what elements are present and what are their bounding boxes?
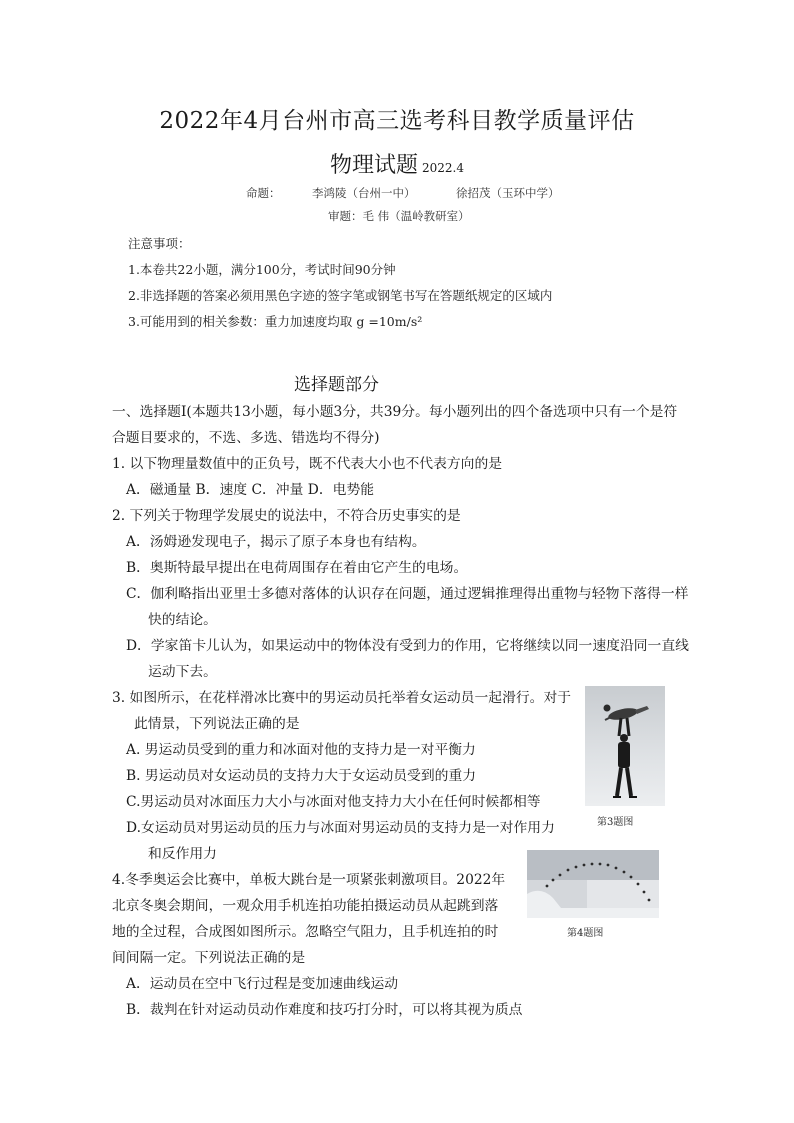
q3-option-d-line2: 和反作用力 (148, 846, 217, 862)
q3-skating-photo (585, 686, 665, 806)
q3-option-b: B. 男运动员对女运动员的支持力大于女运动员受到的重力 (126, 768, 477, 784)
q1-options: A．磁通量 B．速度 C．冲量 D．电势能 (126, 482, 375, 498)
q4-big-air-photo (527, 850, 659, 918)
q3-figure-caption: 第3题图 (597, 817, 634, 828)
q3-stem-line1: 3. 如图所示，在花样滑冰比赛中的男运动员托举着女运动员一起滑行。对于 (112, 690, 572, 706)
q4-option-a: A．运动员在空中飞行过程是变加速曲线运动 (126, 976, 399, 992)
q4-stem-line2: 北京冬奥会期间，一观众用手机连拍功能拍摄运动员从起跳到落 (112, 898, 499, 914)
q3-option-a: A. 男运动员受到的重力和冰面对他的支持力是一对平衡力 (126, 742, 476, 758)
authors-label: 命题： (246, 186, 281, 200)
q2-option-c-line2: 快的结论。 (148, 612, 217, 628)
q4-stem-line3: 地的全过程，合成图如图所示。忽略空气阻力，且手机连拍的时 (112, 924, 499, 940)
q4-option-b: B．裁判在针对运动员动作难度和技巧打分时，可以将其视为质点 (126, 1002, 523, 1018)
q2-option-d-line1: D．学家笛卡儿认为，如果运动中的物体没有受到力的作用，它将继续以同一速度沿同一直线 (126, 638, 689, 654)
section-instructions-line1: 一、选择题Ⅰ(本题共13小题，每小题3分，共39分。每小题列出的四个备选项中只有一个是符 (112, 404, 678, 420)
author-1: 李鸿陵（台州一中） (312, 186, 416, 200)
note-item-2: 2.非选择题的答案必须用黑色字迹的签字笔或钢笔书写在答题纸规定的区域内 (128, 288, 553, 303)
q1-stem: 1. 以下物理量数值中的正负号，既不代表大小也不代表方向的是 (112, 456, 503, 472)
exam-date: 2022.4 (422, 161, 464, 175)
author-2: 徐招茂（玉环中学） (456, 186, 560, 200)
figure-skating-illustration (585, 686, 665, 806)
subject-title (0, 148, 794, 179)
q2-option-b: B．奥斯特最早提出在电荷周围存在着由它产生的电场。 (126, 560, 468, 576)
section-instructions-line2: 合题目要求的，不选、多选、错选均不得分) (112, 430, 380, 446)
q2-option-d-line2: 运动下去。 (148, 664, 217, 680)
q4-figure-caption: 第4题图 (567, 928, 604, 939)
q3-stem-line2: 此情景，下列说法正确的是 (134, 716, 300, 732)
q4-stem-line4: 间间隔一定。下列说法正确的是 (112, 950, 306, 966)
q4-stem-line1: 4.冬季奥运会比赛中，单板大跳台是一项紧张刺激项目。2022年 (112, 872, 506, 888)
q2-option-a: A．汤姆逊发现电子，揭示了原子本身也有结构。 (126, 534, 426, 550)
section-heading: 选择题部分 (294, 375, 379, 395)
snowboard-jump-illustration (527, 850, 659, 918)
notes-heading: 注意事项： (128, 236, 191, 251)
note-item-3: 3.可能用到的相关参数：重力加速度均取 g =10m/s² (128, 314, 423, 329)
reviewer: 审题：毛 伟（温岭教研室） (328, 209, 470, 223)
q3-option-d-line1: D.女运动员对男运动员的压力与冰面对男运动员的支持力是一对作用力 (126, 820, 555, 836)
q3-option-c: C.男运动员对冰面压力大小与冰面对他支持力大小在任何时候都相等 (126, 794, 541, 810)
q2-option-c-line1: C．伽利略指出亚里士多德对落体的认识存在问题，通过逻辑推理得出重物与轻物下落得一样 (126, 586, 689, 602)
subject-name: 物理试题 (329, 153, 418, 178)
note-item-1: 1.本卷共22小题，满分100分，考试时间90分钟 (128, 262, 396, 277)
q2-stem: 2. 下列关于物理学发展史的说法中，不符合历史事实的是 (112, 508, 461, 524)
exam-title: 2022年4月台州市高三选考科目教学质量评估 (159, 108, 635, 134)
